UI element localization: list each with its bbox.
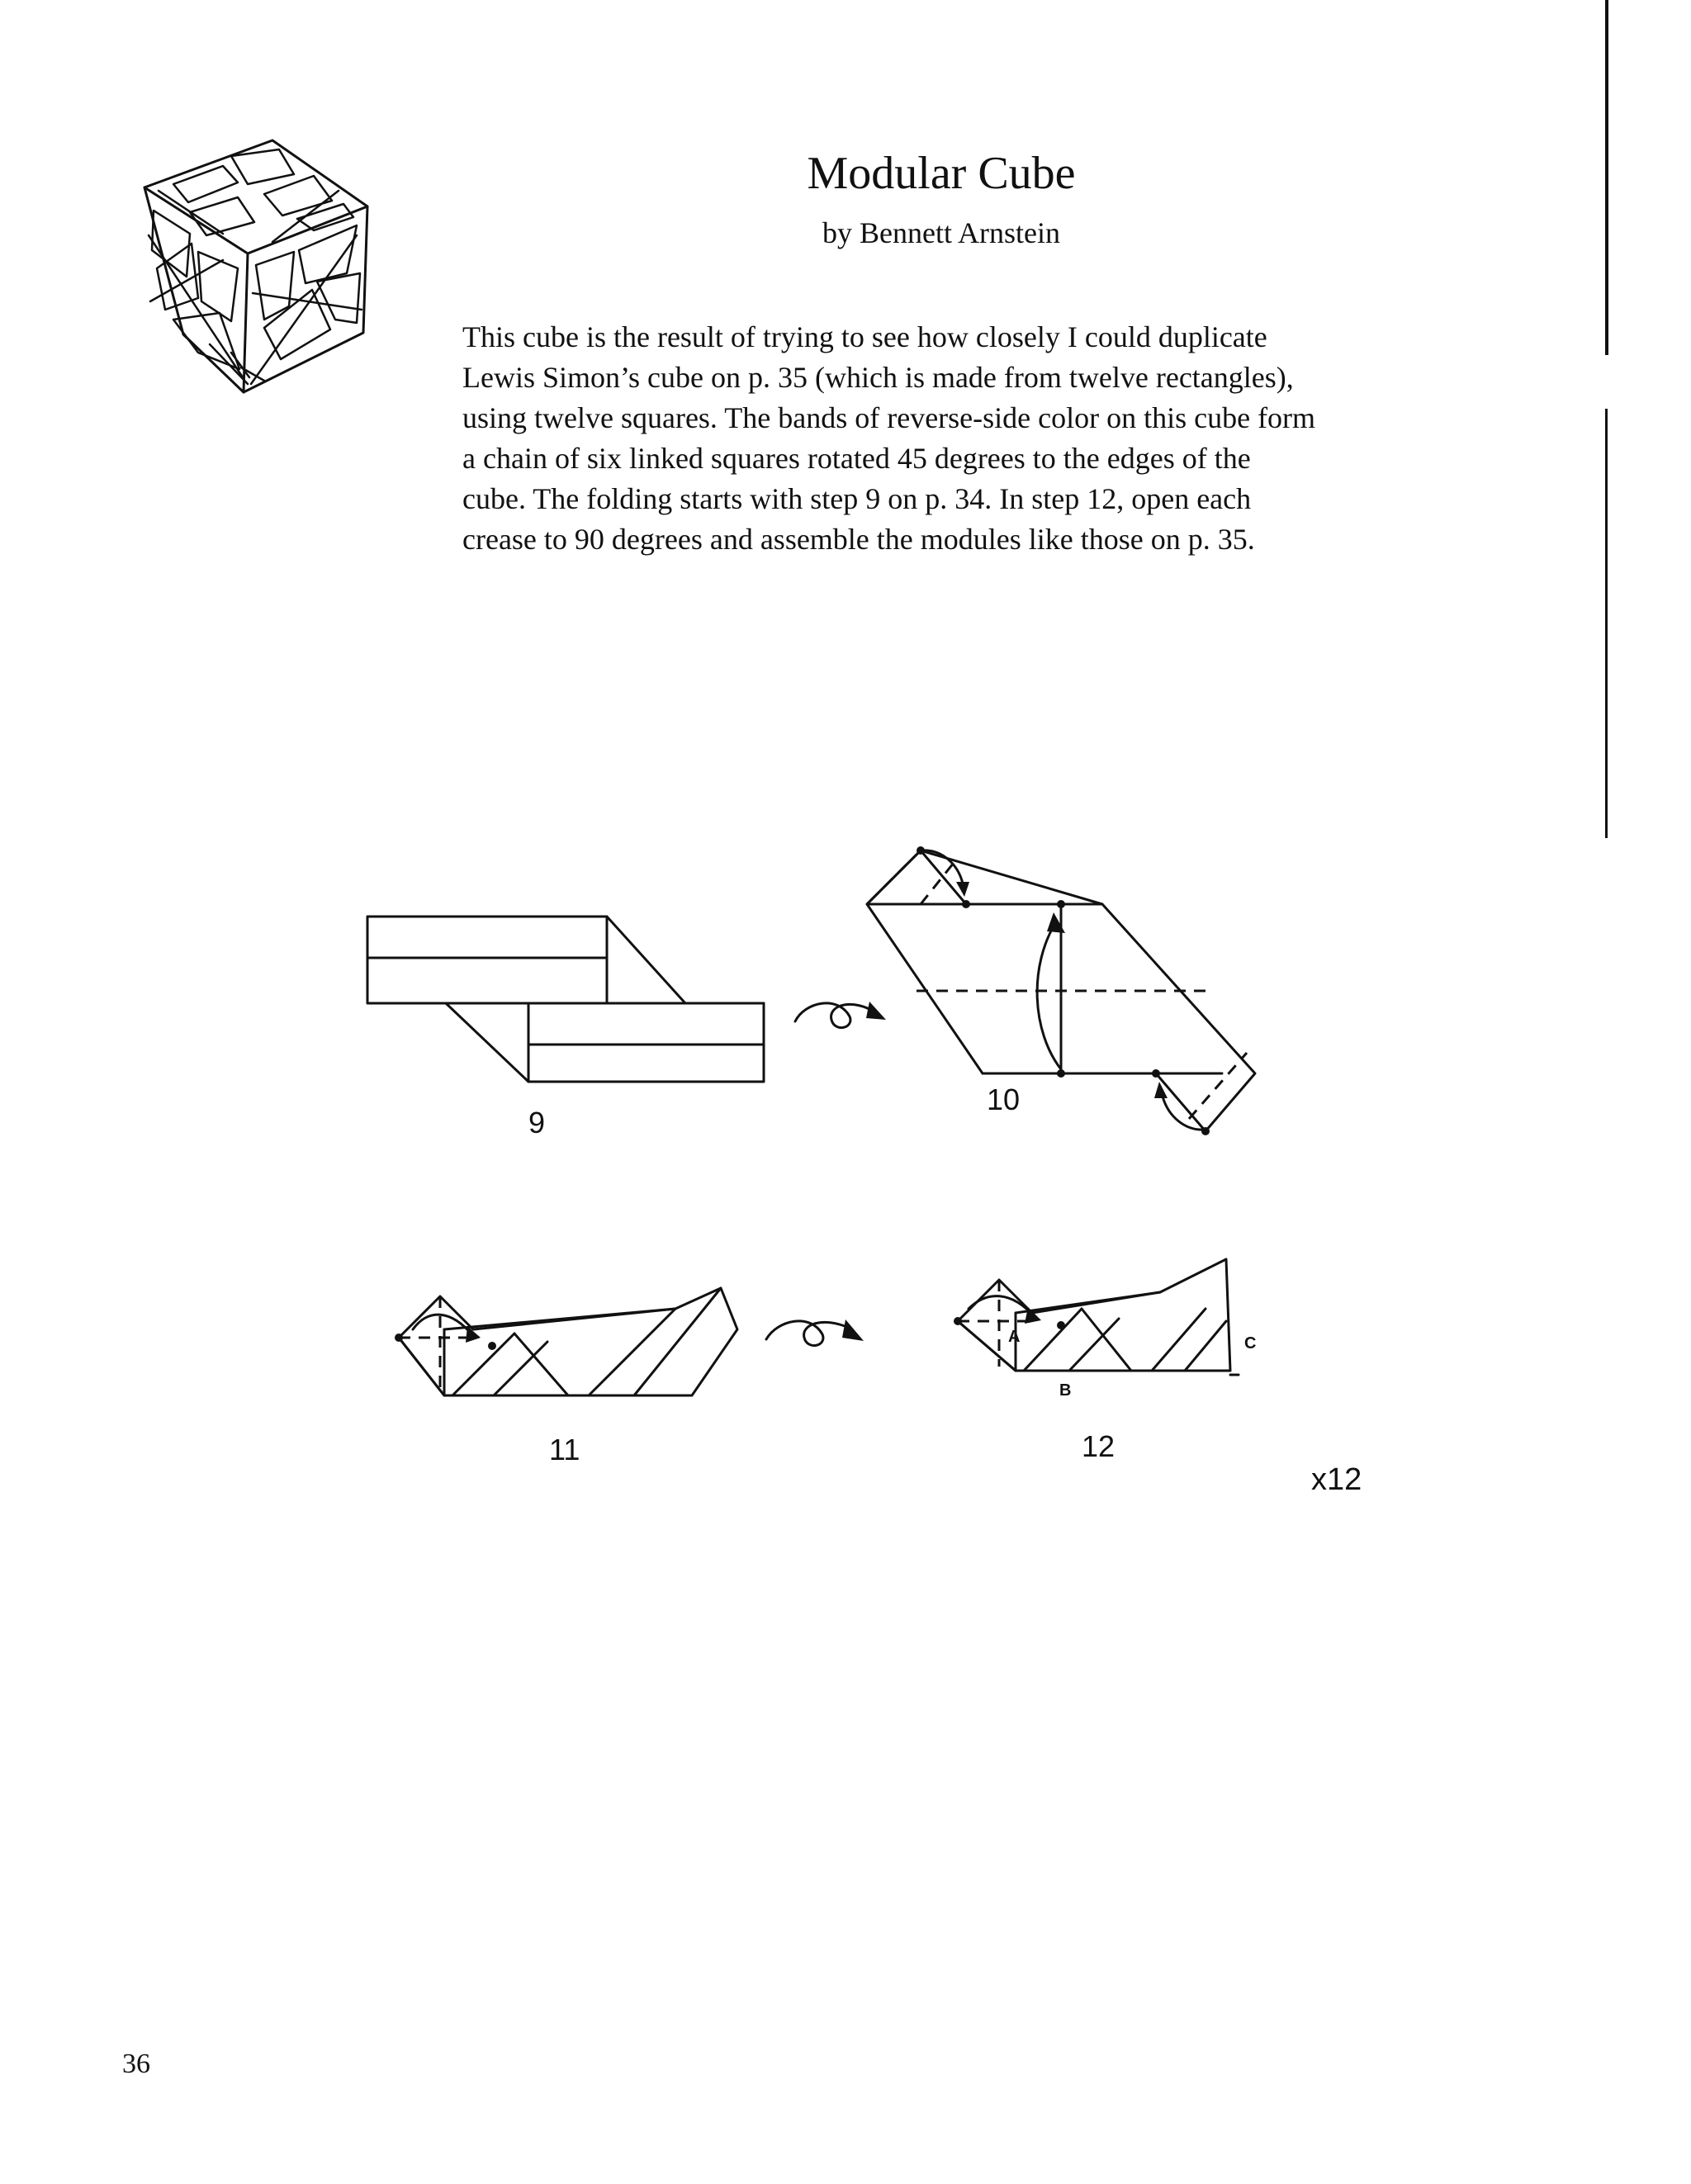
intro-line: cube. The folding starts with step 9 on p. 34. In step 12, open each: [462, 482, 1252, 515]
point-label-a: A: [1008, 1328, 1021, 1346]
step-9-diagram: [363, 912, 776, 1094]
intro-paragraph: [462, 317, 1503, 560]
step-12-label: 12: [1082, 1429, 1115, 1463]
point-label-c: C: [1244, 1334, 1257, 1353]
step-11-label: 11: [549, 1433, 580, 1466]
step-10-diagram: [859, 834, 1272, 1148]
step-9-label: 9: [528, 1106, 546, 1139]
module-count: x12: [1311, 1462, 1362, 1497]
intro-line: Lewis Simon’s cube on p. 35 (which is made from twelve rectangles),: [462, 361, 1294, 394]
intro-line: using twelve squares. The bands of reverse-side color on this cube form: [462, 401, 1316, 434]
binding-edge-line: [1605, 0, 1608, 355]
turn-over-icon: [760, 1305, 875, 1362]
step-12-diagram: [954, 1259, 1276, 1408]
binding-edge-line: [1605, 409, 1608, 838]
point-label-b: B: [1059, 1381, 1072, 1400]
cube-illustration: [140, 136, 380, 400]
page-number: 36: [122, 2049, 150, 2079]
step-10-label: 10: [987, 1083, 1021, 1116]
intro-line: crease to 90 degrees and assemble the modules like those on p. 35.: [462, 523, 1255, 556]
step-11-diagram: [395, 1272, 750, 1412]
intro-line: a chain of six linked squares rotated 45 degrees to the edges of the: [462, 442, 1251, 475]
author-byline: by Bennett Arnstein: [822, 216, 1060, 249]
page-title: Modular Cube: [807, 148, 1076, 199]
intro-line: This cube is the result of trying to see how closely I could duplicate: [462, 320, 1267, 353]
